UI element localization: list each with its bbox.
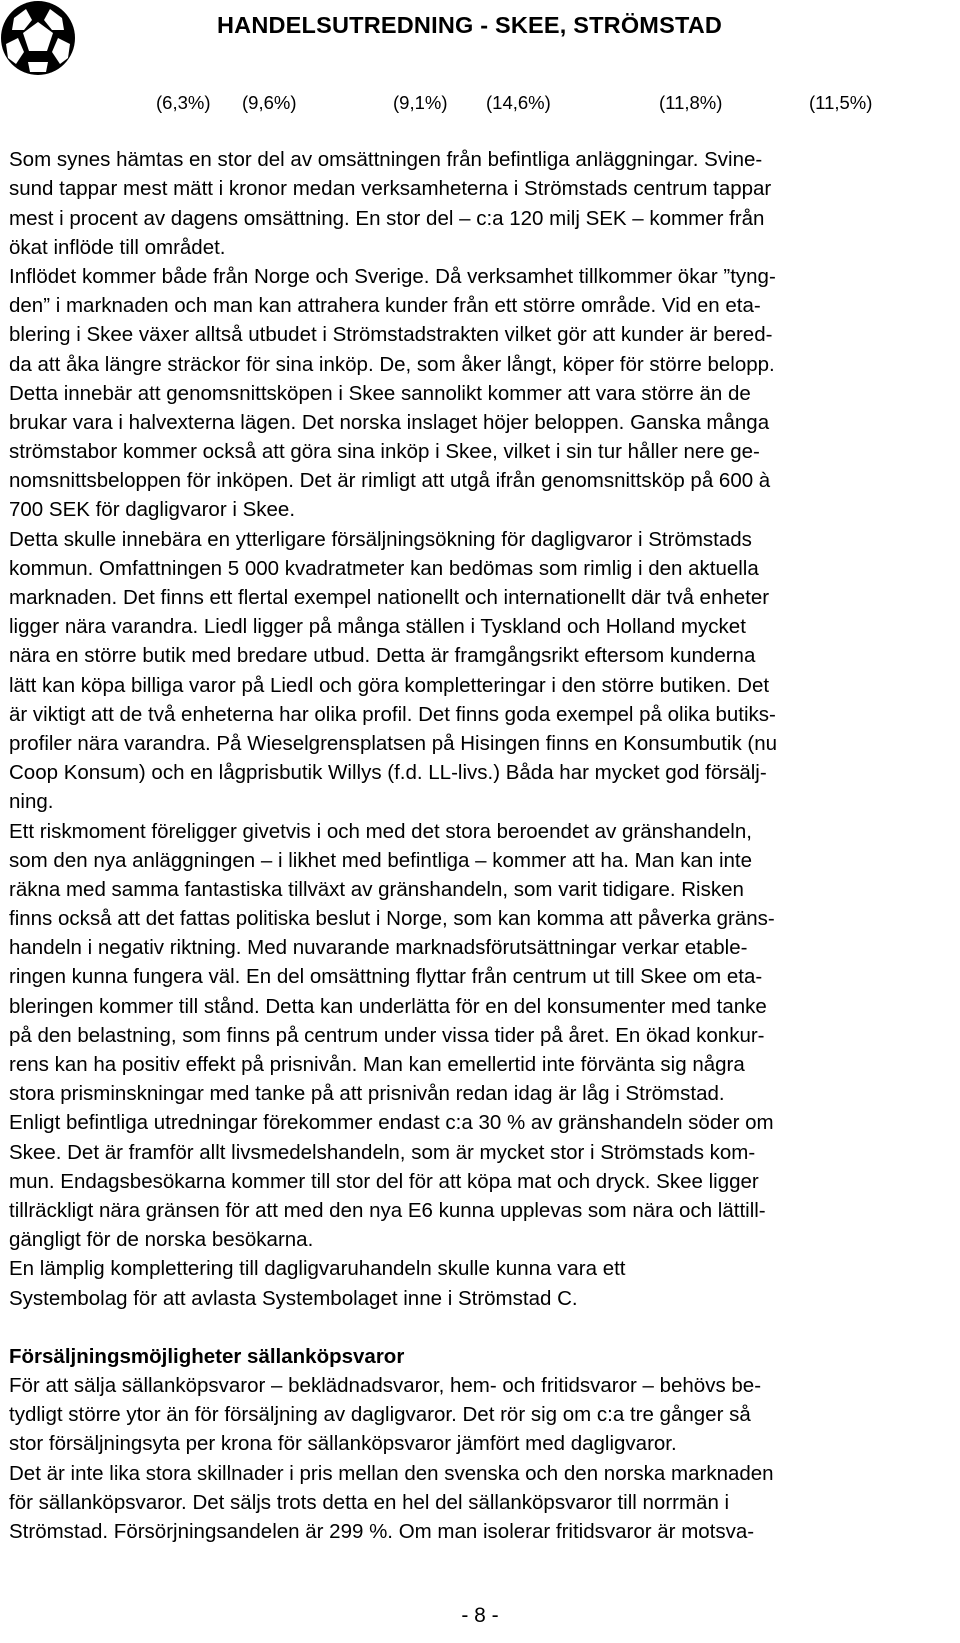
text-line: finns också att det fattas politiska beslut i Norge, som kan komma att påverka gräns- (9, 907, 775, 931)
text-line: stor försäljningsyta per krona för sällanköpsvaror jämfört med dagligvaror. (9, 1432, 677, 1456)
percent-value: (9,6%) (242, 92, 297, 113)
percent-value: (11,5%) (809, 92, 873, 113)
text-line: tillräckligt nära gränsen för att med den nya E6 kunna upplevas som nära och lättill- (9, 1198, 766, 1222)
text-line: Systembolag för att avlasta Systembolaget inne i Strömstad C. (9, 1286, 578, 1310)
paragraphs-after-heading (9, 1371, 954, 1546)
page-number: - 8 - (461, 1604, 499, 1627)
percent-row (0, 92, 960, 116)
text-line: marknaden. Det finns ett flertal exempel nationellt och internationellt där två enheter (9, 586, 770, 609)
text-line: lätt kan köpa billiga varor på Liedl och göra kompletteringar i den större butiken. Det (9, 673, 770, 697)
text-line: strömstabor kommer också att göra sina inköp i Skee, vilket i sin tur håller nere ge- (9, 440, 760, 464)
text-line: 700 SEK för dagligvaror i Skee. (9, 498, 296, 522)
text-line: som den nya anläggningen – i likhet med befintliga – kommer att ha. Man kan inte (9, 848, 752, 872)
text-line: ringen kunna fungera väl. En del omsättning flyttar från centrum ut till Skee om eta- (9, 965, 763, 989)
text-line: ning. (9, 790, 54, 814)
text-line: gängligt för de norska besökarna. (9, 1228, 314, 1252)
text-line: Skee. Det är framför allt livsmedelshandeln, som är mycket stor i Strömstads kom- (9, 1140, 756, 1164)
text-line: bleringen kommer till stånd. Detta kan underlätta för en del konsumenter med tanke (9, 994, 767, 1018)
text-line: Detta skulle innebära en ytterligare försäljningsökning för dagligvaror i Strömstads (9, 527, 752, 551)
text-line: nära en större butik med bredare utbud. Detta är framgångsrikt eftersom kunderna (9, 644, 756, 668)
section-heading: Försäljningsmöjligheter sällanköpsvaror (9, 1344, 405, 1368)
document-body (9, 116, 954, 1546)
text-line: profiler nära varandra. På Wieselgrensplatsen på Hisingen finns en Konsumbutik (nu (9, 731, 778, 755)
text-line: den” i marknaden och man kan attrahera kunder från ett större område. Vid en eta- (9, 294, 761, 318)
text-line: Ett riskmoment föreligger givetvis i och med det stora beroendet av gränshandeln, (9, 819, 752, 843)
text-line: ligger nära varandra. Liedl ligger på många ställen i Tyskland och Holland mycket (9, 615, 746, 639)
percent-value: (11,8%) (659, 92, 723, 113)
text-line: da att åka längre sträckor för sina inköp. De, som åker långt, köper för större belopp. (9, 352, 775, 376)
text-line: För att sälja sällanköpsvaror – beklädnadsvaror, hem- och fritidsvaror – behövs be- (9, 1374, 762, 1398)
text-line: stora prisminskningar med tanke på att prisnivån redan idag är låg i Strömstad. (9, 1082, 725, 1106)
text-line: mun. Endagsbesökarna kommer till stor del för att köpa mat och dryck. Skee ligger (9, 1169, 759, 1193)
blank-line (9, 116, 954, 145)
football-logo-icon (0, 0, 76, 76)
text-line: En lämplig komplettering till dagligvaruhandeln skulle kunna vara ett (9, 1257, 626, 1281)
text-line: brukar vara i halvexterna lägen. Det norska inslaget höjer beloppen. Ganska många (9, 410, 770, 434)
text-line: räkna med samma fantastiska tillväxt av gränshandeln, som varit tidigare. Risken (9, 877, 744, 901)
text-line: Inflödet kommer både från Norge och Sverige. Då verksamhet tillkommer ökar ”tyng- (9, 264, 776, 288)
text-line: tydligt större ytor än för försäljning av dagligvaror. Det rör sig om c:a tre gånger så (9, 1403, 751, 1427)
text-line: Coop Konsum) och en lågprisbutik Willys (f.d. LL-livs.) Båda har mycket god försälj- (9, 761, 767, 785)
text-line: Enligt befintliga utredningar förekommer endast c:a 30 % av gränshandeln söder om (9, 1111, 774, 1135)
text-line: Som synes hämtas en stor del av omsättningen från befintliga anläggningar. Svine- (9, 148, 763, 172)
text-line: nomsnittsbeloppen för inköpen. Det är rimligt att utgå ifrån genomsnittsköp på 600 à (9, 469, 771, 493)
text-line: på den belastning, som finns på centrum under vissa tider på året. En ökad konkur- (9, 1023, 765, 1047)
blank-line (9, 1313, 954, 1342)
text-line: rens kan ha positiv effekt på prisnivån. Man kan emellertid inte förvänta sig några (9, 1053, 745, 1076)
document-header-title: HANDELSUTREDNING - SKEE, STRÖMSTAD (217, 12, 723, 38)
text-line: är viktigt att de två enheterna har olika profil. Det finns goda exempel på olika butiks- (9, 702, 776, 726)
text-line: Detta innebär att genomsnittsköpen i Skee sannolikt kommer att vara större än de (9, 381, 751, 405)
paragraphs-before-heading (9, 145, 954, 1313)
text-line: mest i procent av dagens omsättning. En stor del – c:a 120 milj SEK – kommer från (9, 206, 765, 230)
text-line: Strömstad. Försörjningsandelen är 299 %. Om man isolerar fritidsvaror är motsva- (9, 1520, 755, 1543)
text-line: för sällanköpsvaror. Det säljs trots detta en hel del sällanköpsvaror till norrmän i (9, 1490, 730, 1514)
text-line: ökat inflöde till området. (9, 235, 226, 259)
percent-value: (14,6%) (486, 92, 551, 113)
percent-value: (6,3%) (156, 92, 211, 113)
text-line: handeln i negativ riktning. Med nuvarande marknadsförutsättningar verkar etable- (9, 936, 748, 960)
text-line: blering i Skee växer alltså utbudet i Strömstadstrakten vilket gör att kunder är bered- (9, 323, 773, 347)
text-line: kommun. Omfattningen 5 000 kvadratmeter kan bedömas som rimlig i den aktuella (9, 556, 759, 580)
percent-value: (9,1%) (393, 92, 448, 113)
text-line: sund tappar mest mätt i kronor medan verksamheterna i Strömstads centrum tappar (9, 177, 772, 201)
text-line: Det är inte lika stora skillnader i pris mellan den svenska och den norska marknaden (9, 1461, 774, 1485)
